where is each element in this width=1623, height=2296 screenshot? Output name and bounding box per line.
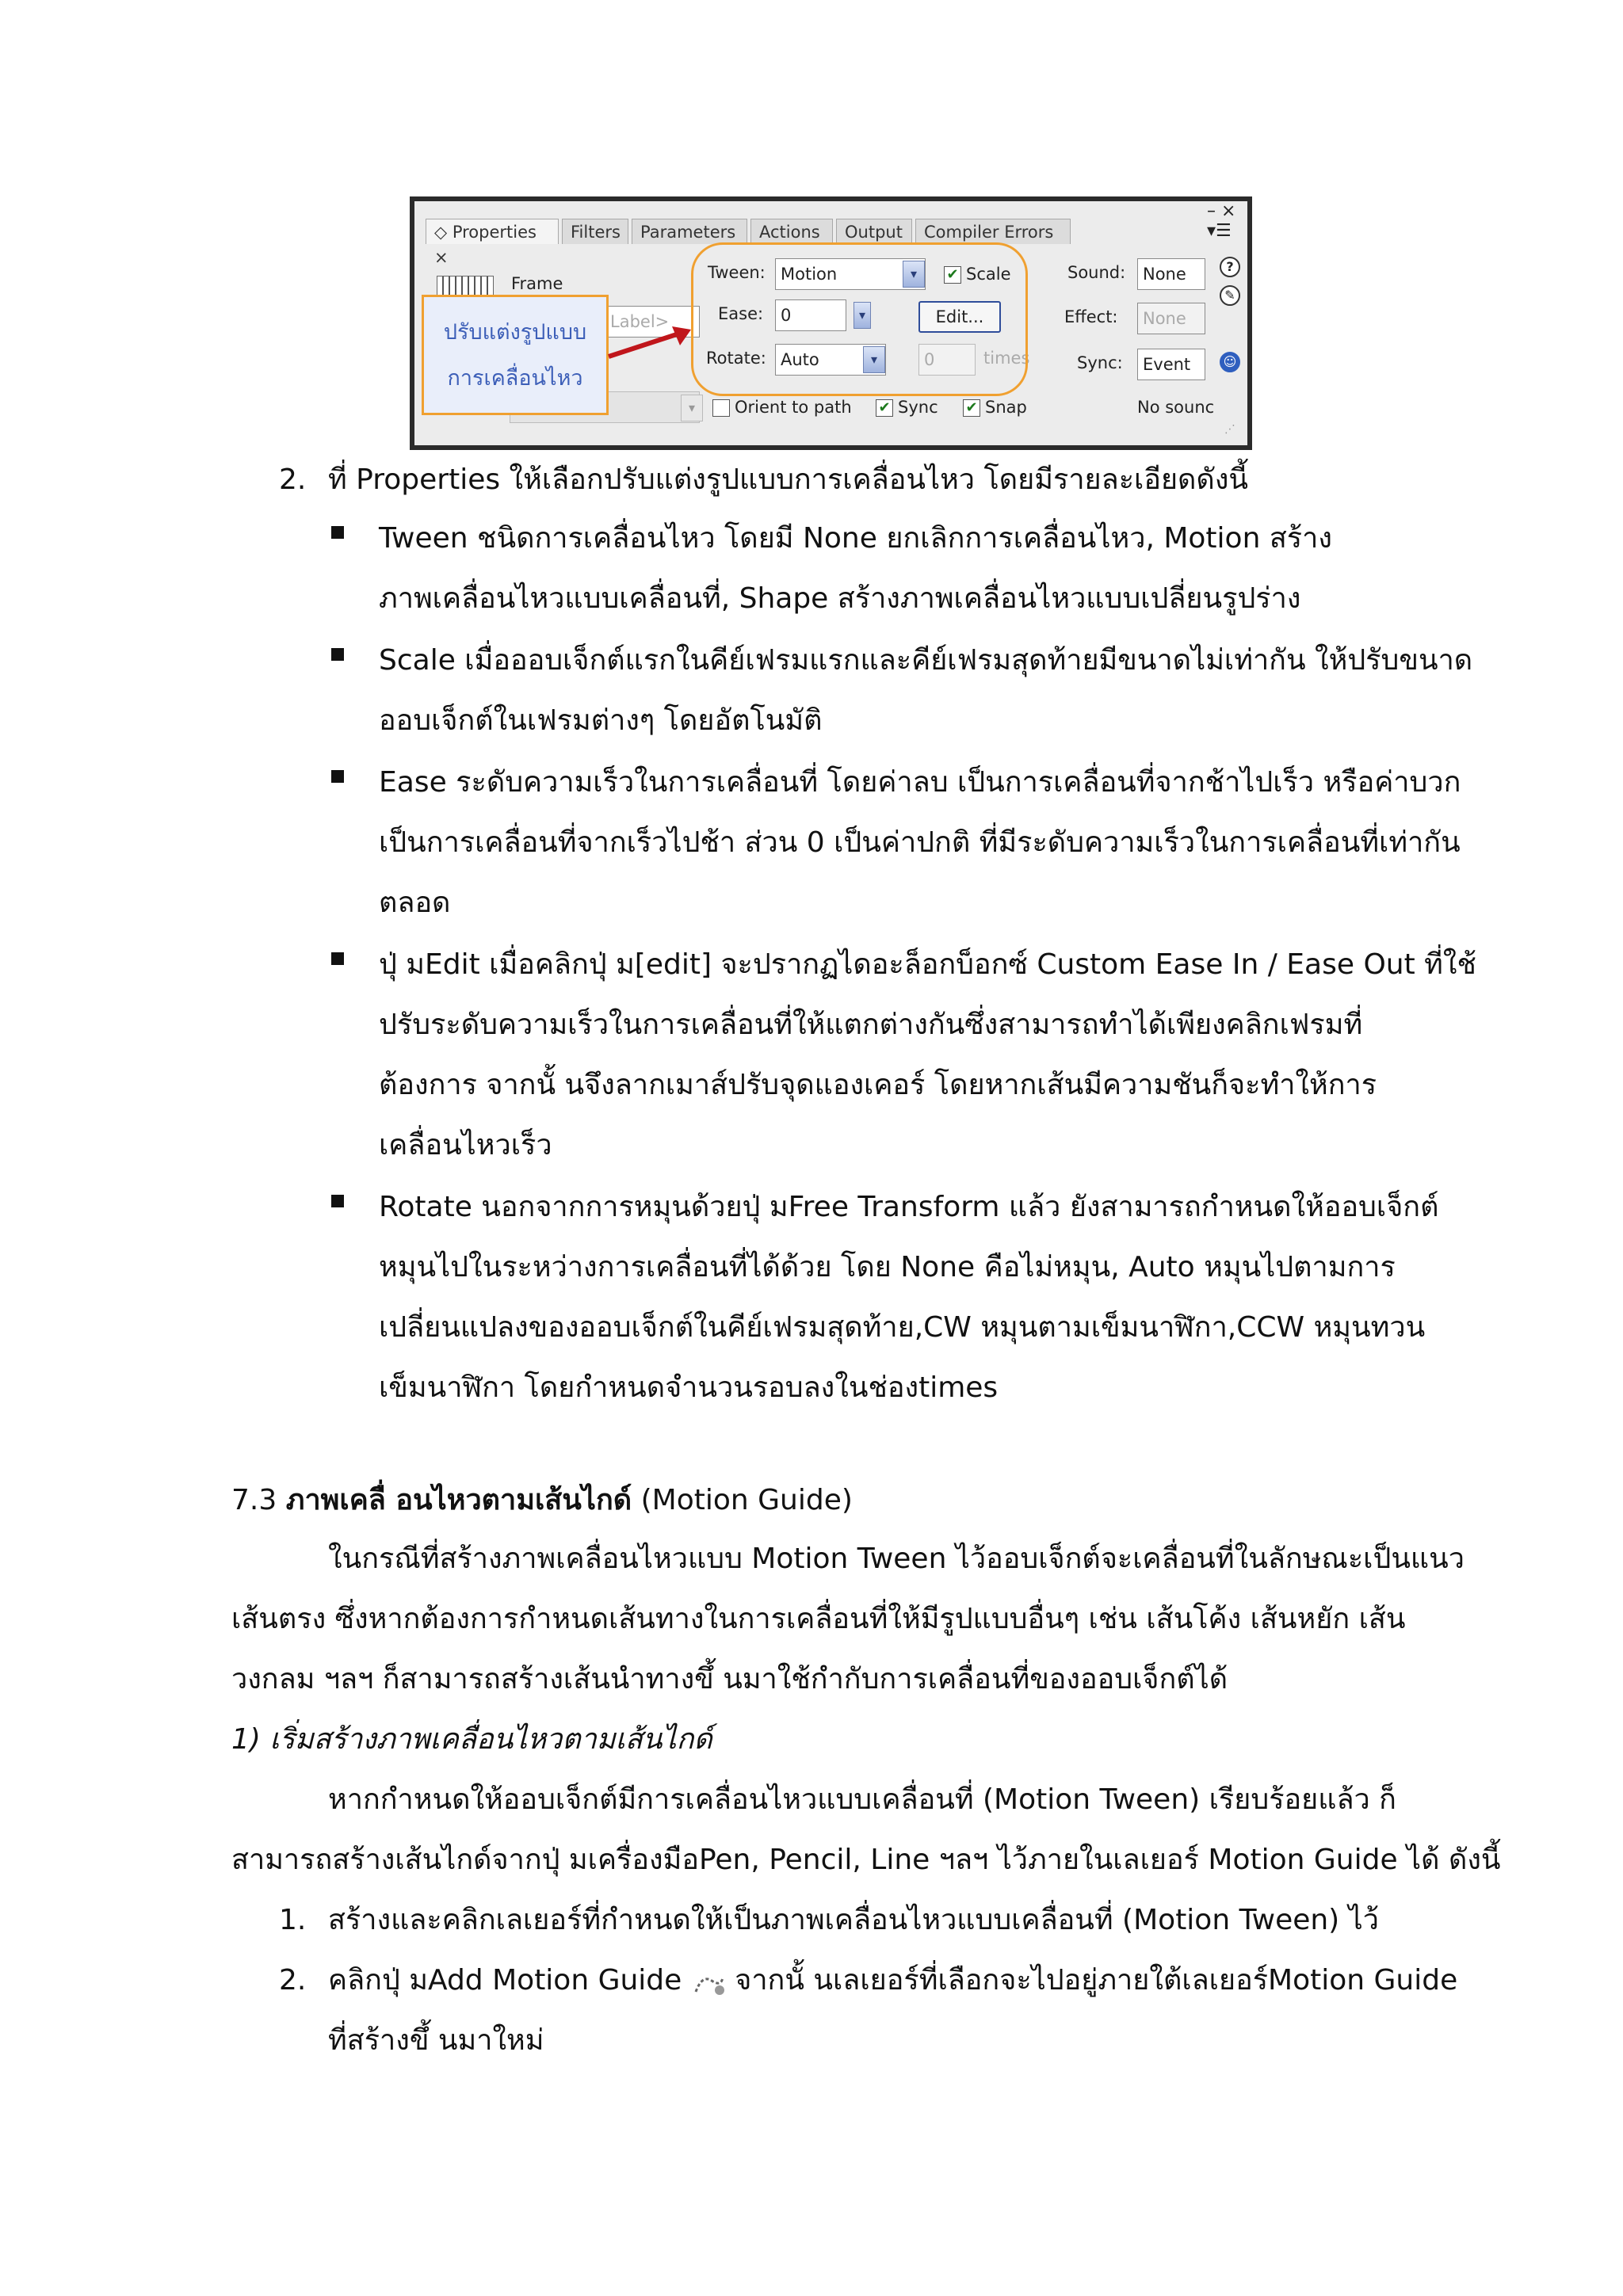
orient-to-path-checkbox[interactable] [712,399,730,417]
tab-parameters[interactable]: Parameters [632,219,747,244]
orient-to-path-label: Orient to path [735,398,852,417]
callout-text-line2: การเคลื่อนไหว [447,366,583,391]
sound-select[interactable]: None [1137,258,1205,290]
ease-label: Ease: [718,304,764,323]
bullet-text: Rotate นอกจากการหมุนด้วยปุ่ มFree Transform แล้ว ยังสามารถกำหนดให้ออบเจ็กต์ [379,1191,1439,1223]
bullet-icon [331,648,344,661]
sync-checkbox[interactable]: ✔ [876,399,893,417]
bullet-text: เปลี่ยนแปลงของออบเจ็กต์ในคีย์เฟรมสุดท้าย,CW หมุนตามเข็มนาฬิกา,CCW หมุนทวน [379,1311,1426,1344]
edit-sound-icon[interactable]: ✎ [1220,285,1240,306]
edit-button[interactable]: Edit... [918,301,1001,333]
bullet-text: หมุนไปในระหว่างการเคลื่อนที่ได้ด้วย โดย None คือไม่หมุน, Auto หมุนไปตามการ [379,1251,1396,1283]
sync-label: Sync: [1077,353,1123,372]
list-item-text: ที่ Properties ให้เลือกปรับแต่งรูปแบบการเคลื่อนไหว โดยมีรายละเอียดดังนี้ [328,463,1248,496]
tab-properties[interactable]: ◇ Properties × [426,219,559,244]
accessibility-icon[interactable]: ☺ [1220,352,1240,372]
bullet-text: ปรับระดับความเร็วในการเคลื่อนที่ให้แตกต่างกันซึ่งสามารถทำได้เพียงคลิกเฟรมที่ [379,1009,1363,1041]
tab-output[interactable]: Output [836,219,912,244]
paragraph-line: หากกำหนดให้ออบเจ็กต์มีการเคลื่อนไหวแบบเคลื่อนที่ (Motion Tween) เรียบร้อยแล้ว ก็ [328,1783,1396,1816]
list-item-text-part: จากนั้ นเลเยอร์ที่เลือกจะไปอยู่ภายใต้เลเยอร์Motion Guide [735,1964,1458,1997]
bullet-text: Scale เมื่อออบเจ็กต์แรกในคีย์เฟรมแรกและคีย์เฟรมสุดท้ายมีขนาดไม่เท่ากัน ให้ปรับขนาด [379,644,1473,677]
scale-label: Scale [966,265,1011,284]
bullet-text: Tween ชนิดการเคลื่อนไหว โดยมี None ยกเลิกการเคลื่อนไหว, Motion สร้าง [379,522,1332,555]
snap-label: Snap [985,398,1027,417]
section-number: 7.3 [231,1484,277,1516]
snap-checkbox[interactable]: ✔ [963,399,980,417]
section-heading [231,1482,853,1520]
frame-label: Frame [511,274,563,293]
bullet-icon [331,1195,344,1207]
callout-box [422,295,609,415]
list-item-text-part: คลิกปุ่ มAdd Motion Guide [328,1964,682,1997]
rotate-times-input[interactable]: 0 [918,344,976,376]
rotate-select[interactable]: Auto [775,344,886,376]
sync-select[interactable]: Event [1137,349,1205,380]
list-item-text [328,1962,1457,2000]
effect-label: Effect: [1064,307,1118,326]
bullet-icon [331,952,344,965]
tween-label: Tween: [708,263,766,282]
bullet-text: ออบเจ็กต์ในเฟรมต่างๆ โดยอัตโนมัติ [379,704,823,737]
arrow-icon [602,320,697,368]
tab-filters[interactable]: Filters [562,219,628,244]
list-item-text: ที่สร้างขึ้ นมาใหม่ [328,2024,544,2057]
add-motion-guide-icon [691,1969,726,1994]
bullet-icon [331,526,344,539]
sub-heading: 1) เริ่มสร้างภาพเคลื่อนไหวตามเส้นไกด์ [231,1723,712,1756]
list-number: 2. [279,463,307,496]
bullet-text: เป็นการเคลื่อนที่จากเร็วไปช้า ส่วน 0 เป็นค่าปกติ ที่มีระดับความเร็วในการเคลื่อนที่เท่ากัน [379,826,1461,859]
bullet-text: ตลอด [379,887,451,919]
list-item-text: สร้างและคลิกเลเยอร์ที่กำหนดให้เป็นภาพเคลื่อนไหวแบบเคลื่อนที่ (Motion Tween) ไว้ [328,1904,1379,1936]
no-sound-label: No sounc [1137,398,1215,417]
paragraph-line: วงกลม ฯลฯ ก็สามารถสร้างเส้นนำทางขึ้ นมาใช้กำกับการเคลื่อนที่ของออบเจ็กต์ได้ [231,1663,1228,1695]
panel-menu-icon[interactable]: – × ▾☰ [1207,201,1236,241]
chevron-down-icon[interactable]: ▾ [681,395,703,421]
section-title: ภาพเคลื่ อนไหวตามเส้นไกด์ [285,1484,632,1516]
list-number: 1. [279,1904,307,1936]
sync-checkbox-label: Sync [898,398,938,417]
bullet-text: Ease ระดับความเร็วในการเคลื่อนที่ โดยค่าลบ เป็นการเคลื่อนที่จากช้าไปเร็ว หรือค่าบวก [379,766,1461,799]
scale-checkbox[interactable]: ✔ [944,266,961,284]
bullet-text: เคลื่อนไหวเร็ว [379,1129,552,1161]
tab-actions[interactable]: Actions [750,219,833,244]
tween-select[interactable]: Motion [775,258,926,290]
paragraph-line: ในกรณีที่สร้างภาพเคลื่อนไหวแบบ Motion Tween ไว้ออบเจ็กต์จะเคลื่อนที่ในลักษณะเป็นแนว [328,1543,1465,1575]
section-title-english: (Motion Guide) [640,1484,853,1516]
chevron-down-icon[interactable]: ▾ [863,346,885,373]
panel-tab-bar [426,219,1176,267]
chevron-down-icon[interactable]: ▾ [854,302,871,329]
list-number: 2. [279,1964,307,1997]
highlight-ring [691,242,1028,396]
callout-text-line1: ปรับแต่งรูปแบบ [443,320,587,345]
times-label: times [983,349,1030,368]
bullet-icon [331,770,344,783]
bullet-text: ต้องการ จากนั้ นจึงลากเมาส์ปรับจุดแองเคอร์ โดยหากเส้นมีความชันก็จะทำให้การ [379,1069,1377,1101]
help-icon[interactable]: ? [1220,257,1240,277]
sound-label: Sound: [1067,263,1126,282]
ease-input[interactable]: 0 [775,299,846,331]
resize-grip-icon[interactable]: ⋰ [1224,423,1235,436]
frame-label-input[interactable]: Label> [605,306,700,338]
paragraph-line: เส้นตรง ซึ่งหากต้องการกำหนดเส้นทางในการเคลื่อนที่ให้มีรูปแบบอื่นๆ เช่น เส้นโค้ง เส้นหยัก เส้น [231,1603,1406,1635]
paragraph-line: สามารถสร้างเส้นไกด์จากปุ่ มเครื่องมือPen, Pencil, Line ฯลฯ ไว้ภายในเลเยอร์ Motion Guide ได้ ดังนี้ [231,1844,1501,1876]
bullet-text: ภาพเคลื่อนไหวแบบเคลื่อนที่, Shape สร้างภาพเคลื่อนไหวแบบเปลี่ยนรูปร่าง [379,582,1301,615]
bullet-text: ปุ่ มEdit เมื่อคลิกปุ่ ม[edit] จะปรากฏไดอะล็อกบ็อกซ์ Custom Ease In / Ease Out ที่ใช้ [379,948,1476,981]
bullet-text: เข็มนาฬิกา โดยกำหนดจำนวนรอบลงในช่องtimes [379,1371,999,1404]
chevron-down-icon[interactable]: ▾ [903,261,925,288]
rotate-label: Rotate: [706,349,766,368]
tab-compiler-errors[interactable]: Compiler Errors [915,219,1071,244]
effect-select[interactable]: None [1137,303,1205,334]
